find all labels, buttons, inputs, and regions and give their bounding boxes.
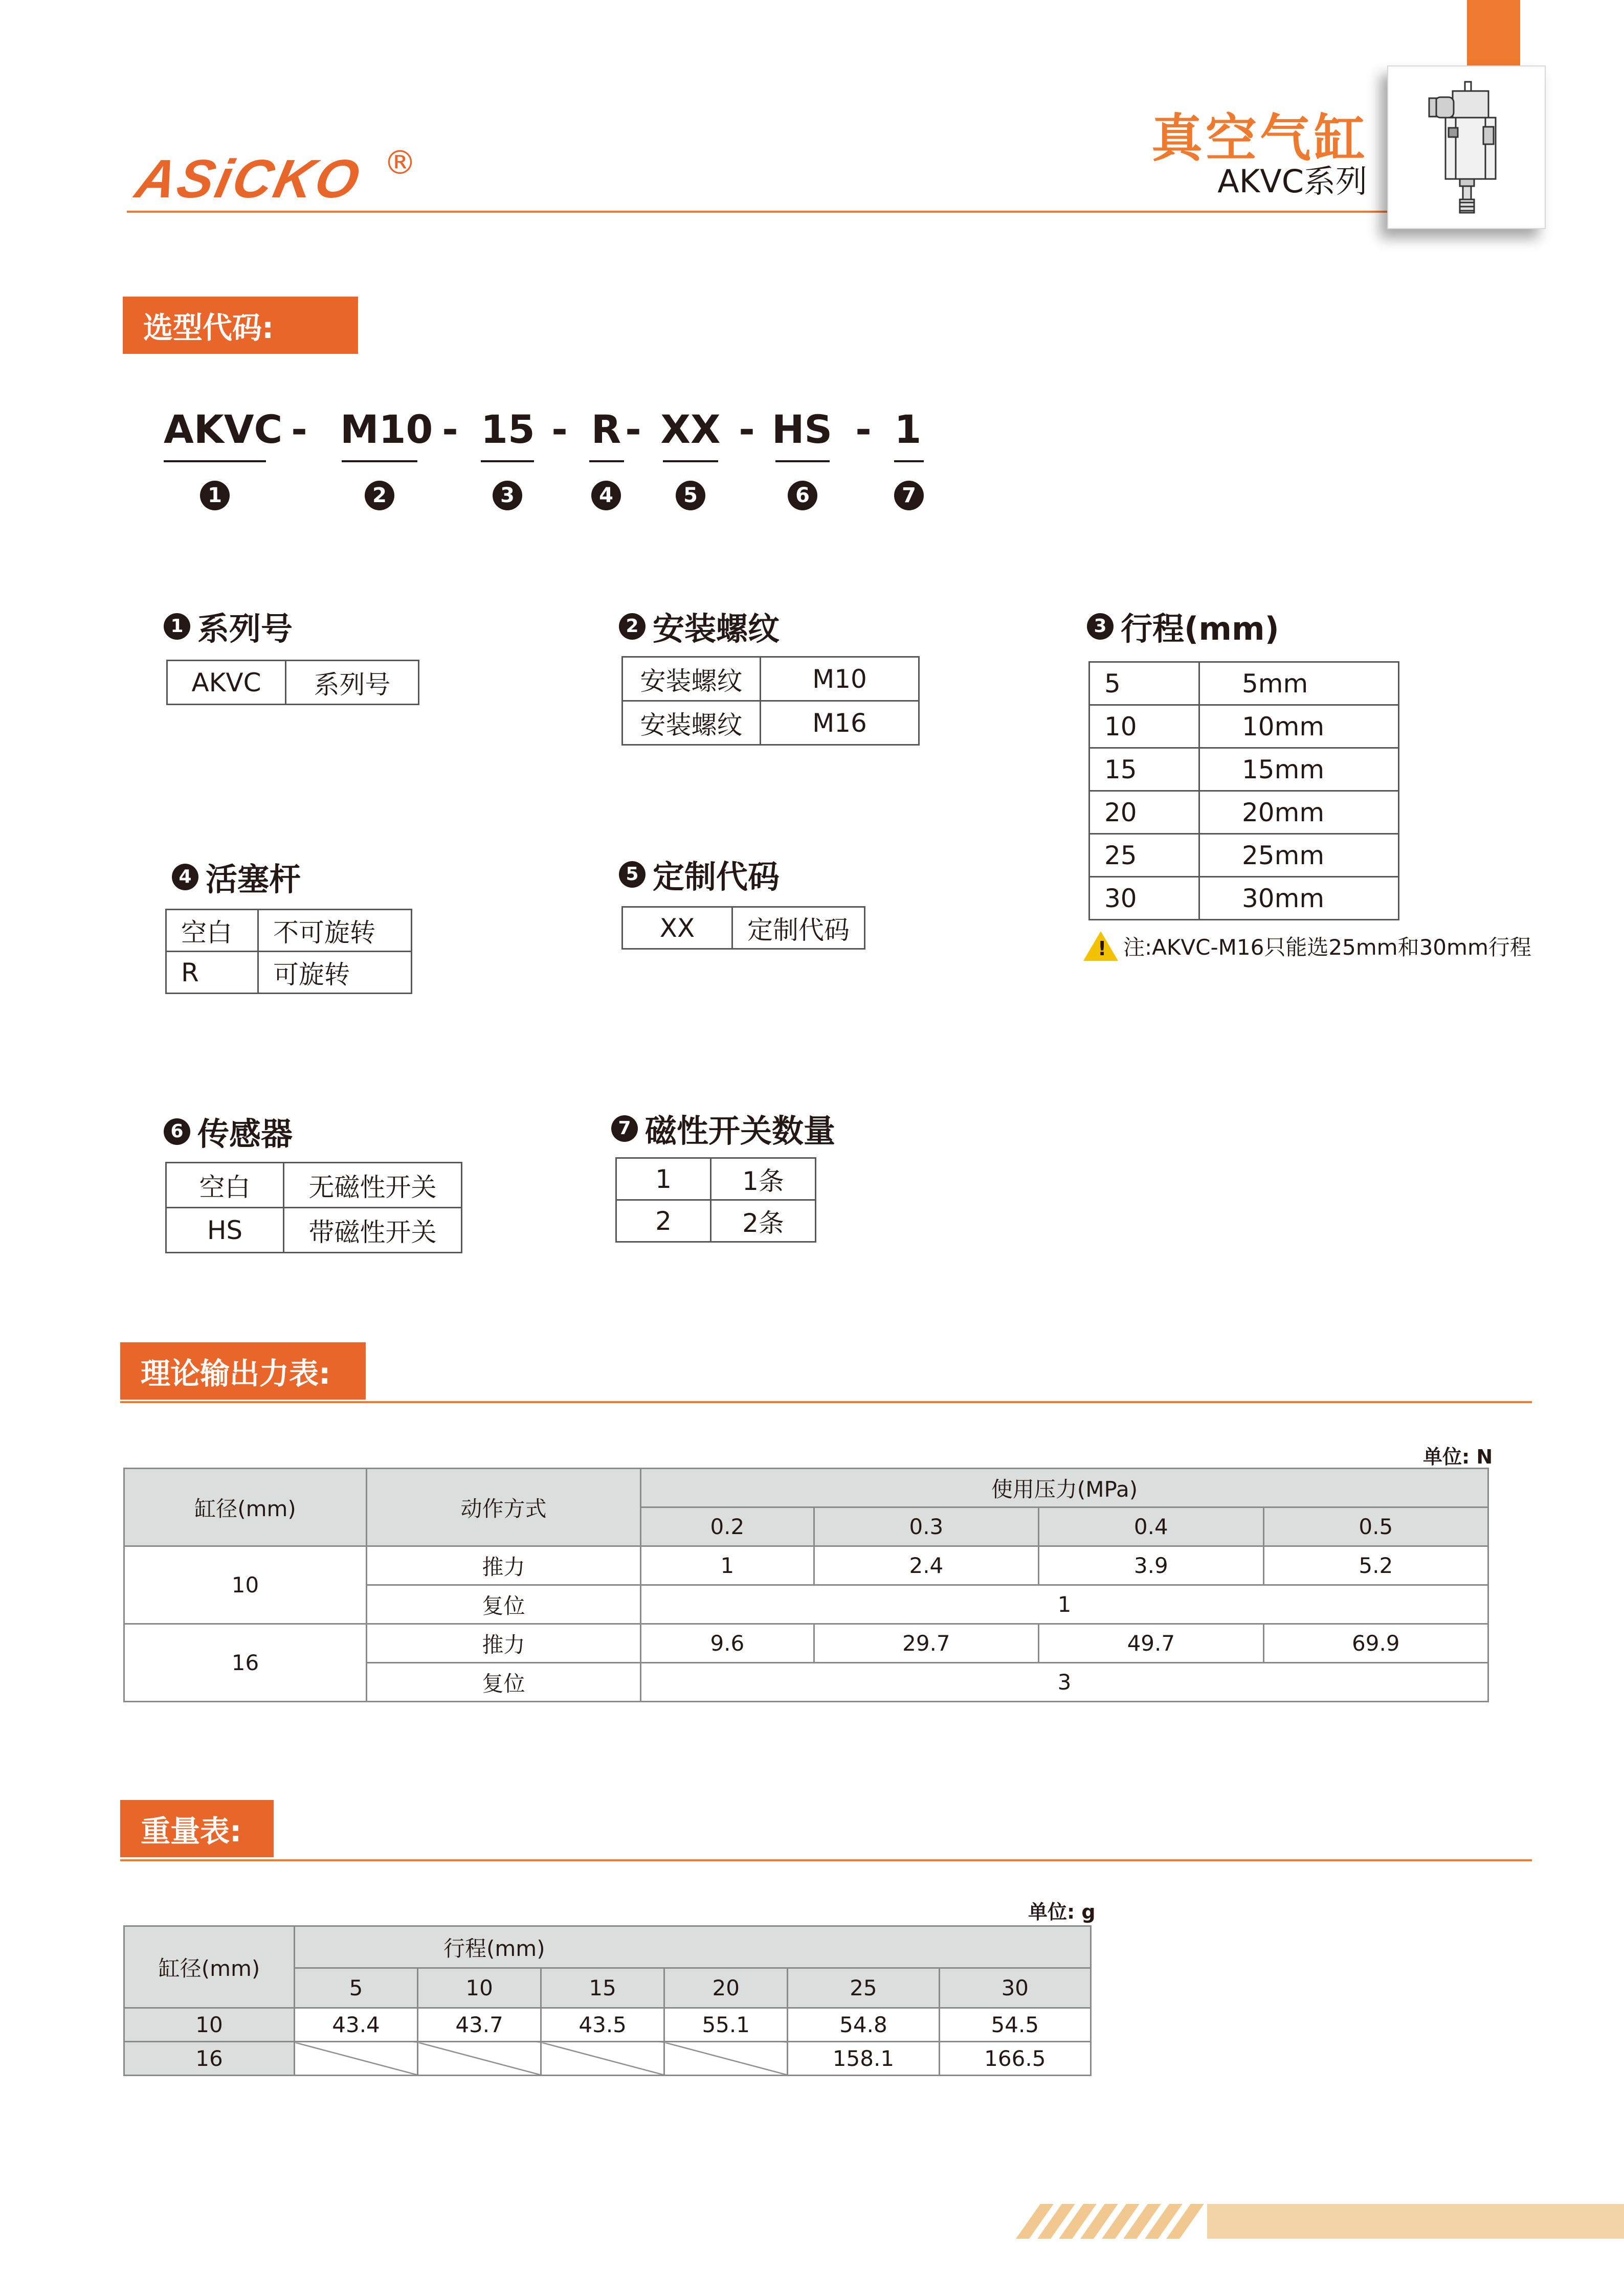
force-action: 推力 <box>367 1624 641 1663</box>
section-label-selection: 选型代码: <box>123 297 358 354</box>
weight-na-cell <box>295 2042 418 2076</box>
force-pressure-col: 0.5 <box>1263 1507 1488 1546</box>
table-cell: XX <box>622 907 732 949</box>
option-title: 传感器 <box>197 1115 293 1153</box>
code-underline <box>894 460 924 462</box>
stroke-note <box>1083 931 1531 961</box>
force-header-action: 动作方式 <box>367 1469 641 1546</box>
table-cell: 30mm <box>1199 877 1399 920</box>
weight-stroke-col: 25 <box>788 1968 939 2008</box>
option-title: 行程(mm) <box>1121 610 1279 647</box>
force-pressure-col: 0.3 <box>814 1507 1038 1546</box>
weight-stroke-col: 30 <box>939 1968 1091 2008</box>
weight-bore: 10 <box>124 2008 295 2042</box>
table-row <box>622 701 919 745</box>
product-image-card <box>1387 65 1546 229</box>
stroke-note-text: 注:AKVC-M16只能选25mm和30mm行程 <box>1123 935 1531 960</box>
header-divider <box>127 211 1395 213</box>
table-cell: 1条 <box>711 1158 816 1200</box>
section-label-weight: 重量表: <box>120 1800 274 1857</box>
table-row <box>1089 834 1399 877</box>
table-cell: 不可旋转 <box>258 910 412 952</box>
code-dash: - <box>739 407 755 452</box>
code-part-rod: R <box>591 407 621 452</box>
force-action: 推力 <box>367 1546 641 1585</box>
table-cell: 5mm <box>1199 662 1399 705</box>
force-header-bore: 缸径(mm) <box>124 1469 367 1546</box>
table-cell: 安装螺纹 <box>622 701 761 745</box>
stroke-table <box>1088 661 1399 920</box>
table-cell: HS <box>166 1208 284 1253</box>
weight-value: 54.8 <box>788 2008 939 2042</box>
table-cell: 20mm <box>1199 791 1399 834</box>
force-value: 49.7 <box>1039 1624 1263 1663</box>
table-row <box>166 1208 462 1253</box>
code-part-series: AKVC <box>164 407 283 452</box>
table-cell: M10 <box>761 657 919 701</box>
force-value: 1 <box>641 1585 1488 1624</box>
table-row <box>166 1163 462 1208</box>
code-dash: - <box>291 407 307 452</box>
table-cell: 10 <box>1089 705 1199 748</box>
table-cell: 15mm <box>1199 748 1399 791</box>
weight-bore: 16 <box>124 2042 295 2076</box>
force-header-pressure: 使用压力(MPa) <box>641 1469 1488 1507</box>
option-title: 定制代码 <box>653 858 780 895</box>
table-cell: 5 <box>1089 662 1199 705</box>
option-heading-sensor <box>164 1109 293 1154</box>
code-dash: - <box>442 407 458 452</box>
section-label-force: 理论输出力表: <box>120 1342 366 1400</box>
force-pressure-col: 0.2 <box>641 1507 814 1546</box>
table-cell: 10mm <box>1199 705 1399 748</box>
table-row <box>1089 705 1399 748</box>
option-heading-thread <box>619 603 780 649</box>
code-number-2: 2 <box>365 481 394 510</box>
option-number: 5 <box>619 861 646 888</box>
option-title: 磁性开关数量 <box>645 1112 836 1150</box>
table-cell: 空白 <box>166 1163 284 1208</box>
option-title: 系列号 <box>197 610 293 647</box>
table-cell: 15 <box>1089 748 1199 791</box>
weight-header-bore: 缸径(mm) <box>124 1926 295 2008</box>
table-row <box>124 1624 1488 1663</box>
option-heading-series <box>164 603 293 649</box>
weight-stroke-col: 10 <box>418 1968 541 2008</box>
code-dash: - <box>551 407 568 452</box>
table-cell: 25 <box>1089 834 1199 877</box>
force-action: 复位 <box>367 1585 641 1624</box>
code-part-custom: XX <box>660 407 721 452</box>
table-cell: 定制代码 <box>732 907 865 949</box>
table-row <box>166 910 412 952</box>
force-value: 3.9 <box>1039 1546 1263 1585</box>
weight-na-cell <box>541 2042 664 2076</box>
section-divider <box>120 1401 1532 1403</box>
page-subtitle: AKVC系列 <box>1217 163 1367 200</box>
table-cell: 系列号 <box>286 661 419 705</box>
code-number-6: 6 <box>788 481 817 510</box>
series-table <box>166 660 419 705</box>
code-underline <box>663 460 718 462</box>
code-number-7: 7 <box>894 481 924 510</box>
force-action: 复位 <box>367 1663 641 1702</box>
table-row <box>124 1546 1488 1585</box>
custom-table <box>621 906 865 950</box>
weight-stroke-col: 20 <box>664 1968 788 2008</box>
code-part-thread: M10 <box>340 407 433 452</box>
weight-table <box>123 1925 1092 2076</box>
option-heading-stroke <box>1087 603 1279 649</box>
weight-value: 43.4 <box>295 2008 418 2042</box>
sensor-table <box>165 1162 462 1253</box>
weight-na-cell <box>418 2042 541 2076</box>
force-value: 5.2 <box>1263 1546 1488 1585</box>
option-number: 3 <box>1087 613 1114 640</box>
table-cell: 30 <box>1089 877 1199 920</box>
table-cell: 可旋转 <box>258 952 412 994</box>
table-row <box>124 2042 1091 2076</box>
force-bore: 16 <box>124 1624 367 1702</box>
code-number-5: 5 <box>676 481 705 510</box>
option-number: 1 <box>164 613 190 640</box>
section-divider <box>120 1859 1532 1861</box>
force-value: 69.9 <box>1263 1624 1488 1663</box>
table-row <box>166 952 412 994</box>
force-value: 3 <box>641 1663 1488 1702</box>
table-row <box>124 2008 1091 2042</box>
registered-mark: ® <box>384 144 416 182</box>
option-number: 4 <box>172 864 198 890</box>
force-table <box>123 1468 1489 1702</box>
code-dash: - <box>855 407 872 452</box>
force-bore: 10 <box>124 1546 367 1624</box>
force-value: 1 <box>641 1546 814 1585</box>
page-title: 真空气缸 <box>1151 108 1368 168</box>
weight-header-stroke: 行程(mm) <box>295 1926 1091 1968</box>
brand-logo: ASiCKO <box>130 149 367 209</box>
table-row <box>622 907 865 949</box>
code-underline <box>342 460 417 462</box>
weight-value: 166.5 <box>939 2042 1091 2076</box>
code-underline <box>589 460 624 462</box>
table-row <box>124 1926 1091 1968</box>
warning-icon: ! <box>1083 931 1118 961</box>
table-cell: R <box>166 952 258 994</box>
table-cell: 25mm <box>1199 834 1399 877</box>
weight-value: 54.5 <box>939 2008 1091 2042</box>
option-number: 7 <box>611 1115 638 1142</box>
weight-unit: 单位: g <box>1028 1901 1096 1923</box>
table-cell: M16 <box>761 701 919 745</box>
weight-value: 158.1 <box>788 2042 939 2076</box>
weight-value: 55.1 <box>664 2008 788 2042</box>
weight-stroke-col: 5 <box>295 1968 418 2008</box>
table-row <box>616 1200 816 1242</box>
code-number-1: 1 <box>200 481 230 510</box>
code-underline <box>164 460 266 462</box>
code-part-sensor: HS <box>771 407 833 452</box>
thread-table <box>621 656 920 746</box>
force-value: 9.6 <box>641 1624 814 1663</box>
code-dash: - <box>625 407 641 452</box>
table-cell: 20 <box>1089 791 1199 834</box>
option-number: 2 <box>619 613 646 640</box>
weight-value: 43.5 <box>541 2008 664 2042</box>
option-heading-rod <box>172 854 301 899</box>
table-row <box>622 657 919 701</box>
code-underline <box>481 460 534 462</box>
code-part-qty: 1 <box>894 407 922 452</box>
force-value: 29.7 <box>814 1624 1038 1663</box>
force-unit: 单位: N <box>1423 1446 1493 1468</box>
weight-value: 43.7 <box>418 2008 541 2042</box>
force-pressure-col: 0.4 <box>1039 1507 1263 1546</box>
header-orange-tab <box>1467 0 1520 65</box>
option-number: 6 <box>164 1118 190 1145</box>
table-row <box>1089 791 1399 834</box>
code-number-4: 4 <box>591 481 621 510</box>
table-row <box>167 661 419 705</box>
switch-qty-table <box>615 1157 816 1243</box>
table-cell: 2条 <box>711 1200 816 1242</box>
weight-na-cell <box>664 2042 788 2076</box>
weight-stroke-col: 15 <box>541 1968 664 2008</box>
code-number-3: 3 <box>493 481 522 510</box>
force-value: 2.4 <box>814 1546 1038 1585</box>
table-cell: 空白 <box>166 910 258 952</box>
table-cell: 2 <box>616 1200 711 1242</box>
table-row <box>124 1469 1488 1507</box>
option-title: 安装螺纹 <box>653 610 780 647</box>
footer-bar <box>1207 2204 1624 2239</box>
option-heading-switch-qty <box>611 1106 835 1151</box>
rod-table <box>165 909 412 994</box>
table-row <box>1089 662 1399 705</box>
table-cell: 带磁性开关 <box>284 1208 462 1253</box>
table-cell: 安装螺纹 <box>622 657 761 701</box>
table-row <box>616 1158 816 1200</box>
option-title: 活塞杆 <box>206 861 301 898</box>
table-cell: AKVC <box>167 661 286 705</box>
code-underline <box>775 460 830 462</box>
code-part-stroke: 15 <box>481 407 535 452</box>
table-cell: 无磁性开关 <box>284 1163 462 1208</box>
table-row <box>1089 748 1399 791</box>
table-cell: 1 <box>616 1158 711 1200</box>
table-row <box>1089 877 1399 920</box>
option-heading-custom <box>619 851 780 897</box>
vacuum-cylinder-icon <box>1388 66 1545 228</box>
